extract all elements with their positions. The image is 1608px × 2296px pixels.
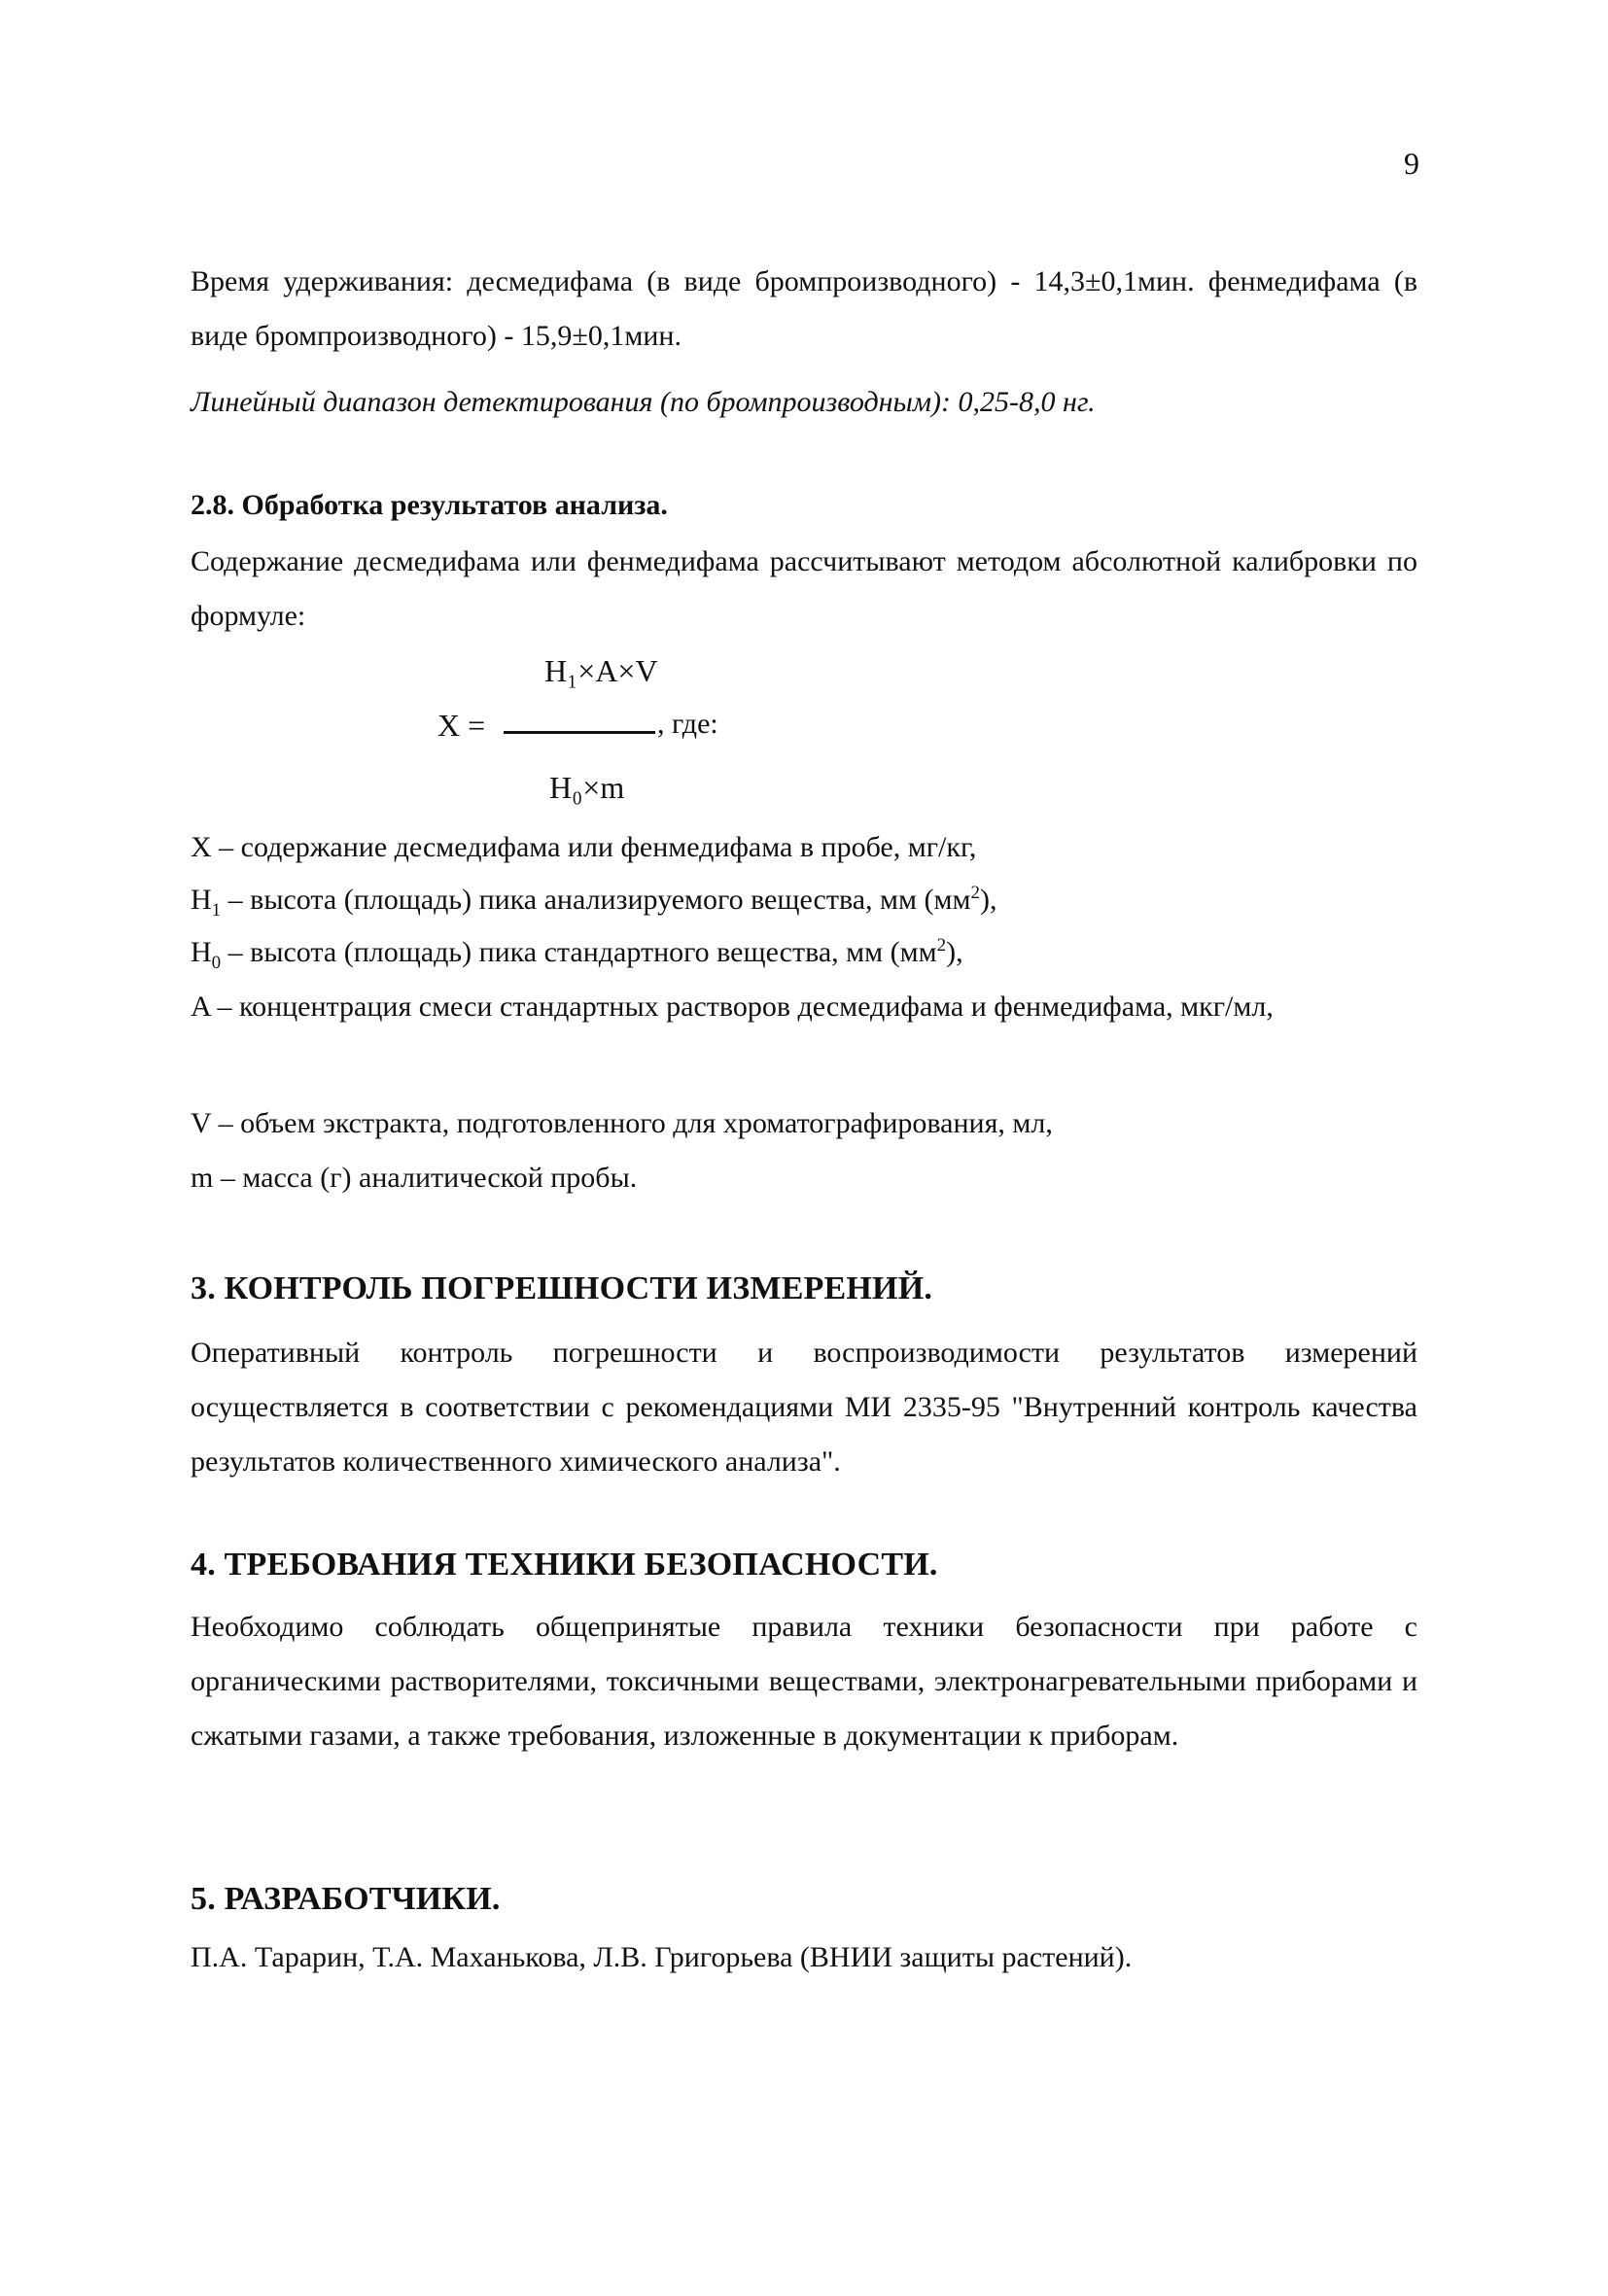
definition-end: ),	[946, 936, 963, 968]
definition-text: – высота (площадь) пика стандартного вещества, мм (мм	[221, 936, 937, 968]
definition-h1	[191, 881, 996, 920]
section-5-body: П.А. Тарарин, Т.А. Маханькова, Л.В. Григорьева (ВНИИ защиты растений).	[191, 1941, 1133, 1973]
definition-symbol: H	[191, 884, 212, 916]
page-number: 9	[1404, 146, 1419, 181]
section-2-8-heading: 2.8. Обработка результатов анализа.	[191, 489, 668, 521]
definition-text: – высота (площадь) пика анализируемого вещества, мм (мм	[221, 884, 971, 916]
formula-where: , где:	[657, 708, 718, 740]
definition-text: – масса (г) аналитической пробы.	[213, 1162, 638, 1194]
definition-text: – концентрация смеси стандартных растворов десмедифама и фенмедифама, мкг/мл,	[210, 991, 1274, 1023]
section-4-body: Необходимо соблюдать общепринятые правила техники безопасности при работе с органическими растворителями, токсичными веществами, электронагревательными приборами и сжатыми газами, а также требования, изложенные в документации к приборам.	[191, 1611, 1417, 1752]
section-2-8-intro: Содержание десмедифама или фенмедифама рассчитывают методом абсолютной калибровки по формуле:	[191, 545, 1417, 632]
linear-range-line: Линейный диапазон детектирования (по бромпроизводным): 0,25-8,0 нг.	[191, 386, 1096, 418]
definition-symbol: X	[191, 831, 212, 863]
formula-fraction-bar	[504, 731, 655, 734]
definition-a	[191, 988, 1274, 1026]
formula-denominator: H₀×m	[549, 770, 625, 805]
definition-subscript: 0	[211, 953, 222, 973]
definition-x	[191, 828, 976, 867]
definition-symbol: m	[191, 1162, 214, 1194]
definition-end: ),	[979, 884, 997, 916]
formula-lhs: X =	[437, 708, 486, 743]
section-4-heading: 4. ТРЕБОВАНИЯ ТЕХНИКИ БЕЗОПАСНОСТИ.	[191, 1547, 938, 1583]
definition-text: – содержание десмедифама или фенмедифама в пробе, мг/кг,	[211, 831, 977, 863]
definition-m	[191, 1159, 637, 1198]
section-3-body: Оперативный контроль погрешности и воспроизводимости результатов измерений осуществляется в соответствии с рекомендациями МИ 2335-95 "Внутренний контроль качества результатов количественного химического анализа".	[191, 1337, 1417, 1478]
definition-superscript: 2	[970, 883, 980, 903]
definition-symbol: A	[191, 991, 211, 1023]
formula-numerator: H₁×A×V	[544, 653, 658, 688]
definition-symbol: H	[191, 936, 212, 968]
section-3-heading: 3. КОНТРОЛЬ ПОГРЕШНОСТИ ИЗМЕРЕНИЙ.	[191, 1270, 933, 1306]
definition-superscript: 2	[936, 935, 947, 956]
definition-h0	[191, 933, 963, 972]
definition-text: – объем экстракта, подготовленного для хроматографирования, мл,	[211, 1107, 1053, 1139]
definition-symbol: V	[191, 1107, 212, 1139]
section-5-heading: 5. РАЗРАБОТЧИКИ.	[191, 1881, 501, 1917]
retention-time-paragraph: Время удерживания: десмедифама (в виде бромпроизводного) - 14,3±0,1мин. фенмедифама (в виде бромпроизводного) - 15,9±0,1мин.	[191, 265, 1417, 352]
definition-v	[191, 1104, 1053, 1143]
definition-subscript: 1	[211, 900, 222, 921]
